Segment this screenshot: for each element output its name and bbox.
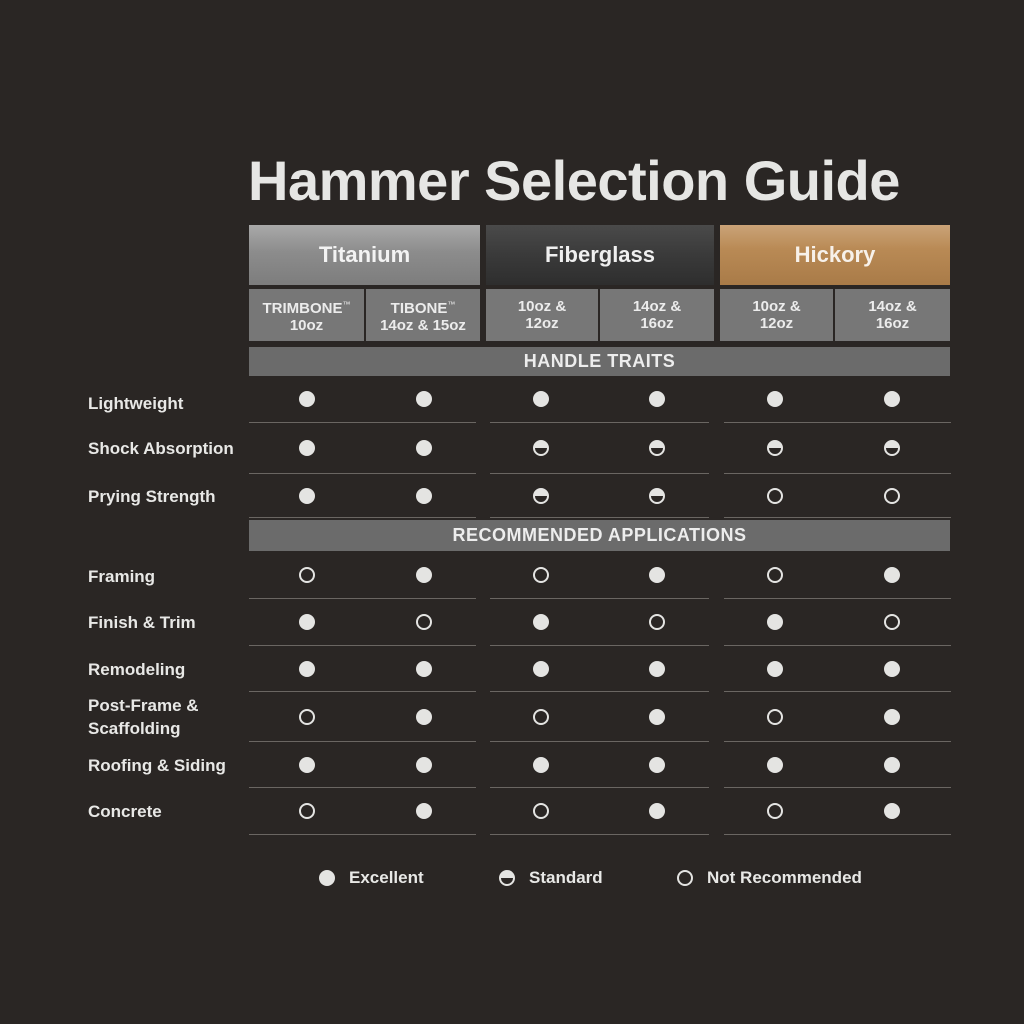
row-divider — [490, 473, 709, 474]
row-divider — [249, 517, 476, 518]
row-divider — [249, 598, 476, 599]
legend-label: Not Recommended — [707, 868, 862, 887]
rating-excellent-dot-icon — [416, 709, 432, 725]
rating-excellent-dot-icon — [416, 661, 432, 677]
row-divider — [249, 741, 476, 742]
legend-label: Standard — [529, 868, 603, 887]
rating-not-recommended-dot-icon — [299, 567, 315, 583]
rating-excellent-dot-icon — [299, 757, 315, 773]
rating-standard-dot-icon — [767, 440, 783, 456]
material-header-fiberglass: Fiberglass — [486, 225, 714, 285]
rating-excellent-dot-icon — [416, 391, 432, 407]
rating-excellent-dot-icon — [884, 661, 900, 677]
row-divider — [724, 741, 951, 742]
trademark-mark: ™ — [342, 300, 351, 309]
rating-excellent-dot-icon — [649, 757, 665, 773]
rating-excellent-dot-icon — [884, 391, 900, 407]
row-divider — [490, 598, 709, 599]
standard-dot-icon — [499, 870, 515, 886]
model-size: 12oz — [525, 315, 559, 332]
rating-not-recommended-dot-icon — [299, 709, 315, 725]
model-header — [720, 289, 833, 341]
rating-excellent-dot-icon — [533, 614, 549, 630]
row-label: Roofing & Siding — [88, 755, 226, 775]
rating-excellent-dot-icon — [767, 614, 783, 630]
not-recommended-dot-icon — [677, 870, 693, 886]
rating-not-recommended-dot-icon — [416, 614, 432, 630]
section-handle-traits: HANDLE TRAITS — [249, 347, 950, 376]
rating-standard-dot-icon — [649, 440, 665, 456]
row-divider — [724, 834, 951, 835]
rating-excellent-dot-icon — [884, 567, 900, 583]
rating-standard-dot-icon — [533, 488, 549, 504]
row-label: Framing — [88, 566, 156, 586]
model-header — [249, 289, 364, 341]
row-divider — [724, 598, 951, 599]
rating-standard-dot-icon — [884, 440, 900, 456]
model-size: 16oz — [640, 315, 674, 332]
rating-not-recommended-dot-icon — [299, 803, 315, 819]
rating-excellent-dot-icon — [884, 803, 900, 819]
model-size: 14oz & — [632, 298, 682, 315]
rating-excellent-dot-icon — [416, 567, 432, 583]
row-divider — [249, 645, 476, 646]
rating-excellent-dot-icon — [649, 709, 665, 725]
model-name: TRIMBONE — [262, 300, 343, 317]
rating-not-recommended-dot-icon — [884, 614, 900, 630]
excellent-dot-icon — [319, 870, 335, 886]
rating-excellent-dot-icon — [299, 614, 315, 630]
rating-excellent-dot-icon — [299, 661, 315, 677]
row-divider — [490, 422, 709, 423]
rating-excellent-dot-icon — [767, 757, 783, 773]
rating-excellent-dot-icon — [299, 488, 315, 504]
model-size: 14oz & 15oz — [380, 317, 466, 334]
rating-excellent-dot-icon — [533, 757, 549, 773]
rating-excellent-dot-icon — [299, 391, 315, 407]
rating-not-recommended-dot-icon — [649, 614, 665, 630]
model-header — [600, 289, 714, 341]
row-divider — [490, 691, 709, 692]
rating-excellent-dot-icon — [416, 488, 432, 504]
rating-standard-dot-icon — [533, 440, 549, 456]
model-size: 16oz — [875, 315, 910, 332]
rating-not-recommended-dot-icon — [533, 803, 549, 819]
row-label: Concrete — [88, 802, 162, 821]
rating-excellent-dot-icon — [416, 440, 432, 456]
row-label: Post-Frame & Scaffolding — [88, 696, 199, 738]
rating-not-recommended-dot-icon — [767, 567, 783, 583]
row-divider — [249, 422, 476, 423]
rating-excellent-dot-icon — [767, 391, 783, 407]
row-label: Prying Strength — [88, 486, 216, 506]
model-name: TIBONE — [390, 300, 448, 317]
model-size: 12oz — [759, 315, 794, 332]
rating-excellent-dot-icon — [884, 709, 900, 725]
model-header — [366, 289, 480, 341]
rating-standard-dot-icon — [649, 488, 665, 504]
row-label: Shock Absorption — [88, 439, 234, 458]
rating-excellent-dot-icon — [767, 661, 783, 677]
row-divider — [490, 517, 709, 518]
rating-excellent-dot-icon — [299, 440, 315, 456]
trademark-mark: ™ — [447, 300, 456, 309]
row-divider — [249, 834, 476, 835]
model-size: 14oz & — [868, 298, 917, 315]
legend-excellent — [319, 868, 424, 888]
model-header — [486, 289, 598, 341]
rating-excellent-dot-icon — [649, 803, 665, 819]
row-divider — [249, 787, 476, 788]
row-divider — [724, 645, 951, 646]
row-divider — [724, 691, 951, 692]
page-title: Hammer Selection Guide — [248, 149, 900, 212]
rating-excellent-dot-icon — [533, 391, 549, 407]
row-label: Finish & Trim — [88, 613, 196, 632]
material-header-hickory: Hickory — [720, 225, 950, 285]
legend-standard — [499, 868, 603, 888]
model-header — [835, 289, 950, 341]
row-divider — [249, 691, 476, 692]
row-divider — [724, 473, 951, 474]
row-divider — [724, 787, 951, 788]
rating-not-recommended-dot-icon — [533, 567, 549, 583]
rating-excellent-dot-icon — [416, 757, 432, 773]
model-size: 10oz — [289, 317, 324, 334]
row-divider — [724, 422, 951, 423]
rating-excellent-dot-icon — [649, 391, 665, 407]
rating-not-recommended-dot-icon — [767, 488, 783, 504]
rating-excellent-dot-icon — [649, 661, 665, 677]
model-size: 10oz & — [517, 298, 567, 315]
rating-not-recommended-dot-icon — [767, 709, 783, 725]
row-divider — [490, 741, 709, 742]
row-label: Remodeling — [88, 659, 186, 679]
row-divider — [724, 517, 951, 518]
rating-excellent-dot-icon — [416, 803, 432, 819]
row-label: Lightweight — [88, 393, 184, 413]
material-header-titanium: Titanium — [249, 225, 480, 285]
model-size: 10oz & — [752, 298, 801, 315]
rating-not-recommended-dot-icon — [533, 709, 549, 725]
row-divider — [490, 834, 709, 835]
rating-excellent-dot-icon — [884, 757, 900, 773]
row-divider — [490, 645, 709, 646]
row-divider — [249, 473, 476, 474]
rating-not-recommended-dot-icon — [767, 803, 783, 819]
rating-excellent-dot-icon — [533, 661, 549, 677]
legend-not-recommended — [677, 868, 862, 888]
legend-label: Excellent — [349, 868, 424, 887]
row-divider — [490, 787, 709, 788]
section-recommended-applications: RECOMMENDED APPLICATIONS — [249, 520, 950, 551]
rating-excellent-dot-icon — [649, 567, 665, 583]
rating-not-recommended-dot-icon — [884, 488, 900, 504]
